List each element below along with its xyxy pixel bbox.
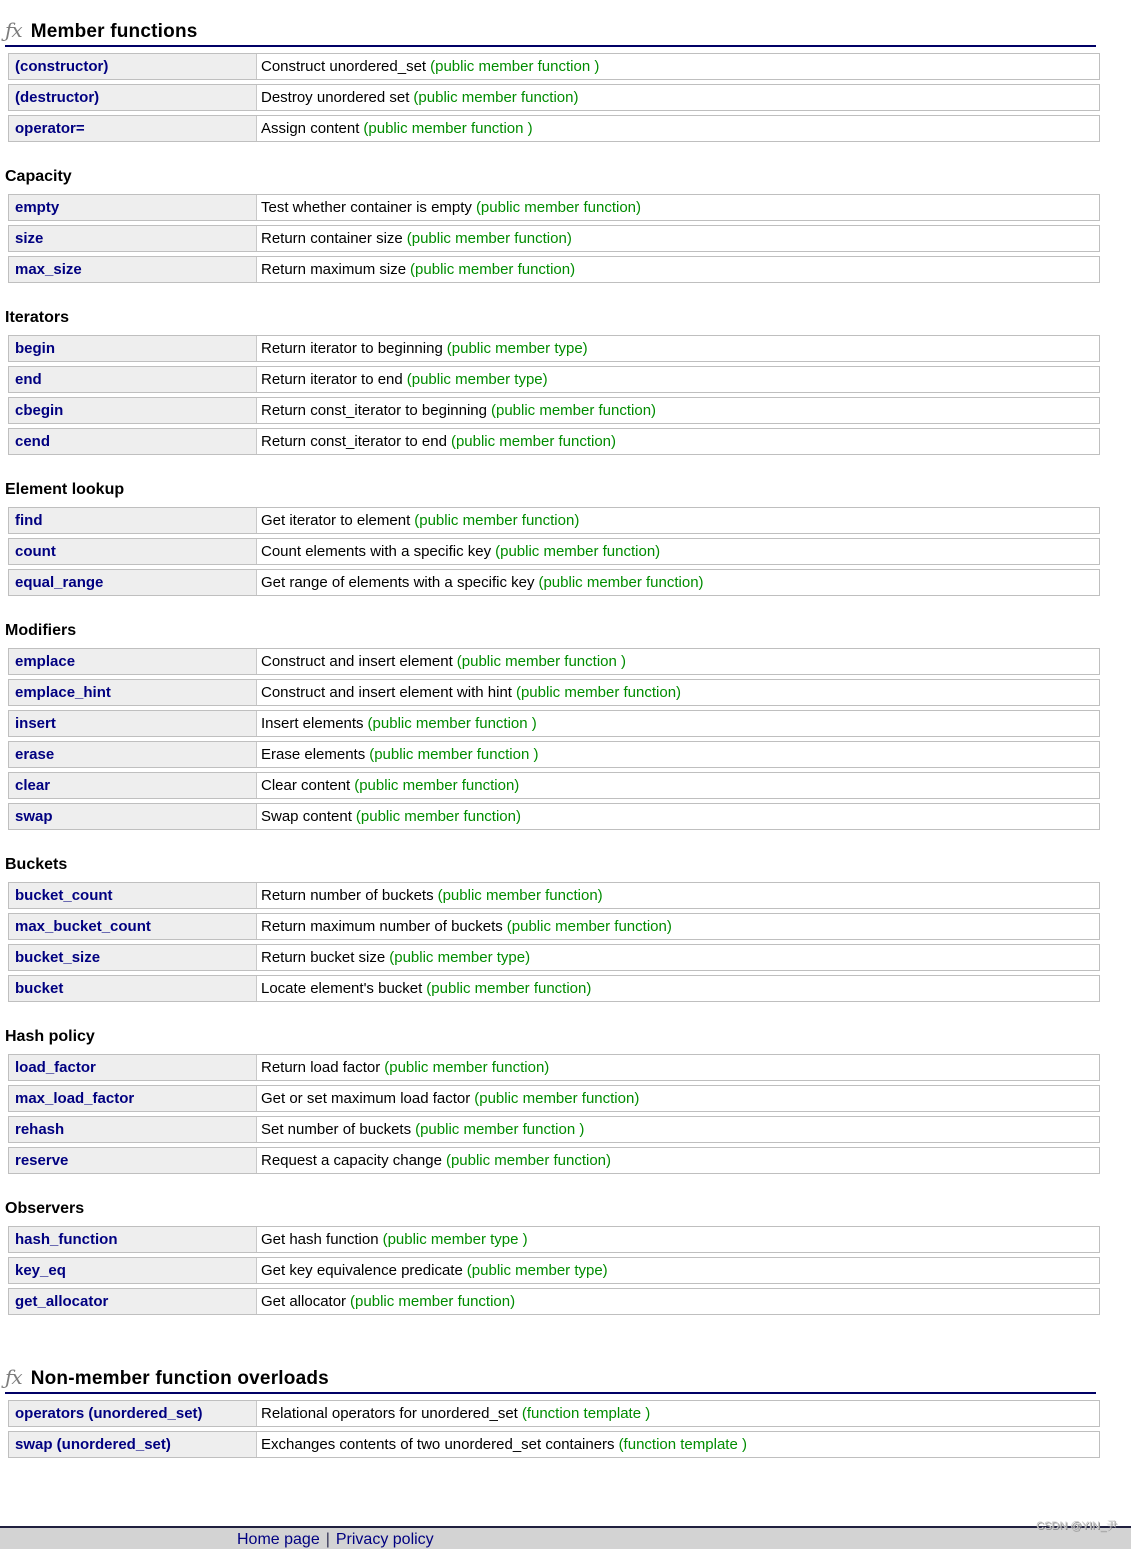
function-description-cell <box>257 85 1099 110</box>
function-name-cell <box>9 336 257 361</box>
member-kind-note: (public member type) <box>446 340 588 357</box>
function-description-cell <box>257 1148 1099 1173</box>
function-description-cell <box>257 711 1099 736</box>
function-description: Insert elements <box>261 715 364 732</box>
function-name-cell <box>9 649 257 674</box>
function-name-cell <box>9 711 257 736</box>
function-name-link[interactable]: reserve <box>15 1152 69 1169</box>
function-name-link[interactable]: empty <box>15 199 60 216</box>
function-description: Get allocator <box>261 1293 347 1310</box>
member-kind-note: (public member type ) <box>382 1231 528 1248</box>
table-row <box>8 115 1100 142</box>
table-row <box>8 53 1100 80</box>
table-row <box>8 397 1100 424</box>
function-description-cell <box>257 804 1099 829</box>
function-name-link[interactable]: swap (unordered_set) <box>15 1436 171 1453</box>
section-title: Non-member function overloads <box>30 1368 329 1389</box>
function-name-cell <box>9 1432 257 1457</box>
member-kind-note: (public member function) <box>354 777 520 794</box>
member-kind-note: (function template ) <box>521 1405 651 1422</box>
function-description: Return maximum size <box>261 261 407 278</box>
member-kind-note: (public member function ) <box>363 120 533 137</box>
table-row <box>8 569 1100 596</box>
function-name-link[interactable]: insert <box>15 715 56 732</box>
function-description-cell <box>257 398 1099 423</box>
function-name-link[interactable]: bucket_count <box>15 887 113 904</box>
function-name-cell <box>9 1086 257 1111</box>
table-row <box>8 1257 1100 1284</box>
table-row <box>8 1116 1100 1143</box>
table-row <box>8 648 1100 675</box>
function-name-cell <box>9 116 257 141</box>
function-name-link[interactable]: clear <box>15 777 51 794</box>
major-section-header <box>5 18 1096 47</box>
member-kind-note: (public member type) <box>406 371 548 388</box>
function-name-link[interactable]: get_allocator <box>15 1293 109 1310</box>
function-name-cell <box>9 1258 257 1283</box>
table-row <box>8 507 1100 534</box>
section-title: Member functions <box>30 21 198 42</box>
function-name-cell <box>9 742 257 767</box>
function-description-cell <box>257 649 1099 674</box>
function-description-cell <box>257 1117 1099 1142</box>
function-description-cell <box>257 195 1099 220</box>
function-name-cell <box>9 54 257 79</box>
table-row <box>8 1431 1100 1458</box>
function-name-link[interactable]: operators (unordered_set) <box>15 1405 203 1422</box>
function-description: Count elements with a specific key <box>261 543 492 560</box>
function-description-cell <box>257 1055 1099 1080</box>
function-description: Construct unordered_set <box>261 58 427 75</box>
function-name-cell <box>9 1227 257 1252</box>
member-kind-note: (public member function) <box>410 261 576 278</box>
member-kind-note: (public member function) <box>413 89 579 106</box>
member-kind-note: (public member function) <box>355 808 521 825</box>
member-kind-note: (public member function) <box>515 684 682 701</box>
function-name-cell <box>9 195 257 220</box>
function-description-cell <box>257 1432 1099 1457</box>
function-name-link[interactable]: count <box>15 543 56 560</box>
function-name-cell <box>9 976 257 1001</box>
function-name-link[interactable]: bucket_size <box>15 949 101 966</box>
function-description-cell <box>257 54 1099 79</box>
function-description: Set number of buckets <box>261 1121 412 1138</box>
function-description: Clear content <box>261 777 351 794</box>
table-row <box>8 710 1100 737</box>
member-kind-note: (public member function) <box>445 1152 612 1169</box>
function-name-cell <box>9 914 257 939</box>
function-description: Return const_iterator to end <box>261 433 447 450</box>
function-description-cell <box>257 945 1099 970</box>
member-kind-note: (public member function) <box>506 918 672 935</box>
function-description: Return load factor <box>261 1059 381 1076</box>
function-description-cell <box>257 742 1099 767</box>
member-kind-note: (public member function ) <box>369 746 539 763</box>
table-row <box>8 335 1100 362</box>
function-description-cell <box>257 429 1099 454</box>
function-name-cell <box>9 1055 257 1080</box>
function-description: Return number of buckets <box>261 887 434 904</box>
function-name-cell <box>9 570 257 595</box>
function-description-cell <box>257 508 1099 533</box>
function-name-link[interactable]: end <box>15 371 42 388</box>
function-name-link[interactable]: emplace_hint <box>15 684 111 701</box>
member-kind-note: (public member function) <box>495 543 661 560</box>
member-kind-note: (public member function) <box>538 574 704 591</box>
function-name-cell <box>9 1289 257 1314</box>
member-kind-note: (public member function) <box>350 1293 516 1310</box>
function-description: Construct and insert element with hint <box>261 684 512 701</box>
function-description-cell <box>257 1258 1099 1283</box>
function-name-link[interactable]: operator= <box>15 120 85 137</box>
reference-page <box>0 18 1131 1458</box>
member-kind-note: (public member type) <box>466 1262 608 1279</box>
footer-link-separator: | <box>325 1531 330 1548</box>
member-kind-note: (public member type) <box>389 949 531 966</box>
function-description: Destroy unordered set <box>261 89 410 106</box>
member-kind-note: (public member function ) <box>456 653 626 670</box>
function-description: Test whether container is empty <box>261 199 472 216</box>
function-name-cell <box>9 367 257 392</box>
function-description: Exchanges contents of two unordered_set containers <box>261 1436 615 1453</box>
function-description-cell <box>257 1086 1099 1111</box>
function-name-cell <box>9 257 257 282</box>
function-description: Return iterator to end <box>261 371 403 388</box>
function-description: Assign content <box>261 120 360 137</box>
section-title: Modifiers <box>5 622 77 639</box>
function-name-cell <box>9 429 257 454</box>
function-description-cell <box>257 680 1099 705</box>
function-name-link[interactable]: erase <box>15 746 55 763</box>
function-description: Return maximum number of buckets <box>261 918 503 935</box>
section-title: Buckets <box>5 856 68 873</box>
sections-root <box>5 18 1100 1458</box>
table-row <box>8 803 1100 830</box>
table-row <box>8 1085 1100 1112</box>
member-kind-note: (public member function) <box>475 199 642 216</box>
function-name-cell <box>9 1117 257 1142</box>
function-name-cell <box>9 804 257 829</box>
function-description-cell <box>257 1227 1099 1252</box>
member-kind-note: (public member function ) <box>415 1121 585 1138</box>
function-description: Erase elements <box>261 746 366 763</box>
table-row <box>8 913 1100 940</box>
privacy-policy-link[interactable]: Privacy policy <box>335 1531 434 1548</box>
function-description-cell <box>257 976 1099 1001</box>
section-title: Hash policy <box>5 1028 95 1045</box>
function-name-link[interactable]: max_bucket_count <box>15 918 151 935</box>
function-description: Swap content <box>261 808 352 825</box>
function-name-cell <box>9 226 257 251</box>
function-name-cell <box>9 85 257 110</box>
member-kind-note: (public member function) <box>474 1090 640 1107</box>
function-name-cell <box>9 1148 257 1173</box>
csdn-watermark: CSDN @YIN_尹 <box>1036 1520 1117 1532</box>
function-description-cell <box>257 1289 1099 1314</box>
function-name-link[interactable]: cend <box>15 433 51 450</box>
table-row <box>8 256 1100 283</box>
function-description: Get range of elements with a specific key <box>261 574 535 591</box>
function-description: Locate element's bucket <box>261 980 423 997</box>
function-name-link[interactable]: hash_function <box>15 1231 118 1248</box>
function-description-cell <box>257 226 1099 251</box>
table-row <box>8 428 1100 455</box>
function-name-link[interactable]: max_size <box>15 261 82 278</box>
member-kind-note: (public member function) <box>414 512 580 529</box>
member-kind-note: (function template ) <box>618 1436 747 1453</box>
section-title: Observers <box>5 1200 85 1217</box>
member-kind-note: (public member function) <box>384 1059 550 1076</box>
function-description: Request a capacity change <box>261 1152 442 1169</box>
section-title: Iterators <box>5 309 70 326</box>
function-description: Get iterator to element <box>261 512 411 529</box>
function-name-link[interactable]: key_eq <box>15 1262 66 1279</box>
function-name-link[interactable]: bucket <box>15 980 64 997</box>
section-title: Element lookup <box>5 481 125 498</box>
function-description: Return bucket size <box>261 949 386 966</box>
function-description-cell <box>257 570 1099 595</box>
member-kind-note: (public member function) <box>490 402 657 419</box>
function-description: Get hash function <box>261 1231 379 1248</box>
function-name-link[interactable]: find <box>15 512 43 529</box>
function-description-cell <box>257 883 1099 908</box>
function-name-cell <box>9 539 257 564</box>
member-kind-note: (public member function) <box>406 230 572 247</box>
member-kind-note: (public member function ) <box>367 715 537 732</box>
fx-icon: ƒx <box>5 18 22 42</box>
function-name-link[interactable]: rehash <box>15 1121 65 1138</box>
table-row <box>8 944 1100 971</box>
function-name-cell <box>9 945 257 970</box>
function-description-cell <box>257 539 1099 564</box>
function-name-cell <box>9 773 257 798</box>
function-description-cell <box>257 336 1099 361</box>
function-description: Return iterator to beginning <box>261 340 443 357</box>
table-row <box>8 538 1100 565</box>
table-row <box>8 1226 1100 1253</box>
function-name-link[interactable]: max_load_factor <box>15 1090 135 1107</box>
function-description: Construct and insert element <box>261 653 453 670</box>
function-name-link[interactable]: size <box>15 230 44 247</box>
table-row <box>8 772 1100 799</box>
member-kind-note: (public member function ) <box>430 58 600 75</box>
table-row <box>8 1147 1100 1174</box>
function-name-cell <box>9 398 257 423</box>
function-description-cell <box>257 367 1099 392</box>
function-name-link[interactable]: begin <box>15 340 55 357</box>
section-title: Capacity <box>5 168 72 185</box>
footer-links <box>237 1528 1131 1552</box>
table-row <box>8 975 1100 1002</box>
home-page-link[interactable]: Home page <box>237 1531 320 1548</box>
function-name-link[interactable]: (constructor) <box>15 58 109 75</box>
function-description-cell <box>257 257 1099 282</box>
table-row <box>8 1054 1100 1081</box>
function-name-link[interactable]: emplace <box>15 653 76 670</box>
member-kind-note: (public member function) <box>437 887 603 904</box>
function-name-cell <box>9 883 257 908</box>
table-row <box>8 225 1100 252</box>
table-row <box>8 1400 1100 1427</box>
member-kind-note: (public member function) <box>450 433 617 450</box>
function-name-cell <box>9 1401 257 1426</box>
footer-bar <box>0 1526 1131 1549</box>
table-row <box>8 84 1100 111</box>
function-name-cell <box>9 680 257 705</box>
function-description: Return const_iterator to beginning <box>261 402 487 419</box>
function-name-cell <box>9 508 257 533</box>
function-description: Get key equivalence predicate <box>261 1262 463 1279</box>
major-section-header <box>5 1365 1096 1394</box>
table-row <box>8 679 1100 706</box>
function-description-cell <box>257 773 1099 798</box>
function-description-cell <box>257 914 1099 939</box>
member-kind-note: (public member function) <box>426 980 592 997</box>
function-description-cell <box>257 1401 1099 1426</box>
table-row <box>8 366 1100 393</box>
function-description: Get or set maximum load factor <box>261 1090 471 1107</box>
table-row <box>8 194 1100 221</box>
table-row <box>8 741 1100 768</box>
function-description-cell <box>257 116 1099 141</box>
table-row <box>8 1288 1100 1315</box>
function-name-link[interactable]: equal_range <box>15 574 104 591</box>
fx-icon: ƒx <box>5 1365 22 1389</box>
function-name-link[interactable]: load_factor <box>15 1059 96 1076</box>
function-name-link[interactable]: swap <box>15 808 53 825</box>
table-row <box>8 882 1100 909</box>
function-description: Relational operators for unordered_set <box>261 1405 518 1422</box>
function-name-link[interactable]: (destructor) <box>15 89 100 106</box>
function-name-link[interactable]: cbegin <box>15 402 64 419</box>
function-description: Return container size <box>261 230 403 247</box>
